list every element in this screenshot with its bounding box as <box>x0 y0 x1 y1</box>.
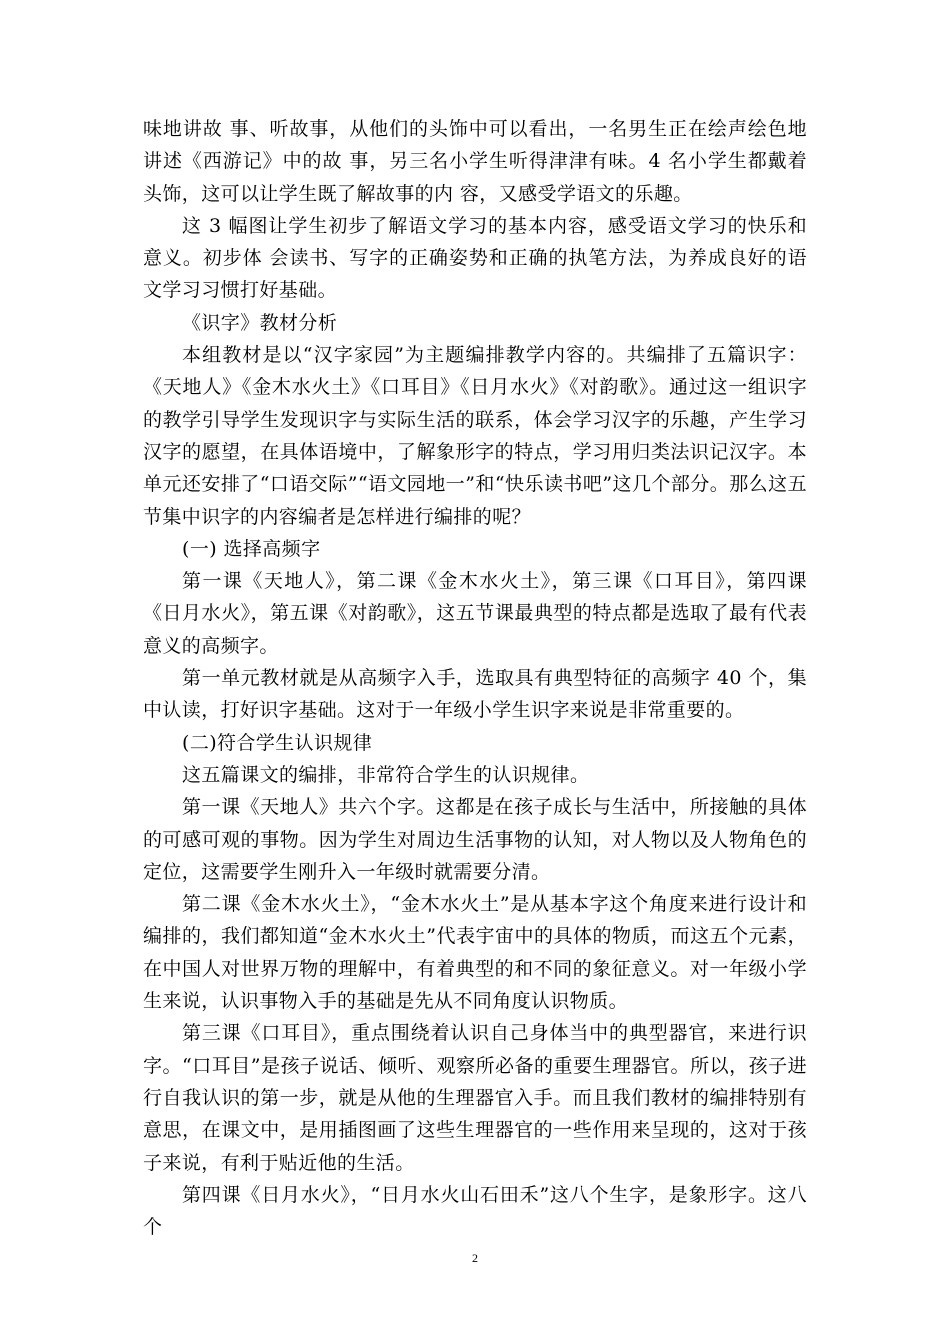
subheading-1: (一) 选择高频字 <box>182 537 321 560</box>
paragraph-10: 第四课《日月水火》，“日月水火山石田禾”这八个生字，是象形字。这八个 <box>143 1183 807 1239</box>
paragraph-7: 第一课《天地人》共六个字。这都是在孩子成长与生活中，所接触的具体的可感可观的事物。因为学生对周边生活事物的认知，对人物以及人物角色的定位，这需要学生刚升入一年级时就需要分清。 <box>143 796 807 883</box>
section-heading-shizi: 《识字》教材分析 <box>182 311 338 334</box>
paragraph-3: 本组教材是以“汉字家园”为主题编排教学内容的。共编排了五篇识字：《天地人》《金木水火土》《口耳目》《日月水火》《对韵歌》。通过这一组识字的教学引导学生发现识字与实际生活的联系，体会学习汉字的乐趣，产生学习汉字的愿望，在具体语境中，了解象形字的特点，学习用归类法识记汉字。本单元还安排了“口语交际”“语文园地一”和“快乐读书吧”这几个部分。那么这五节集中识字的内容编者是怎样进行编排的呢？ <box>143 344 807 528</box>
paragraph-4: 第一课《天地人》，第二课《金木水火土》，第三课《口耳目》，第四课《日月水火》，第五课《对韵歌》，这五节课最典型的特点都是选取了最有代表意义的高频字。 <box>143 570 807 657</box>
paragraph-5: 第一单元教材就是从高频字入手，选取具有典型特征的高频字 40 个，集中认读，打好识字基础。这对于一年级小学生识字来说是非常重要的。 <box>143 667 807 722</box>
body-text <box>143 113 807 1243</box>
paragraph-1: 味地讲故 事、听故事，从他们的头饰中可以看出，一名男生正在绘声绘色地讲述《西游记》中的故 事，另三名小学生听得津津有味。4 名小学生都戴着头饰，这可以让学生既了解故事的内 容，又感受学语文的乐趣。 <box>143 118 807 205</box>
paragraph-6: 这五篇课文的编排，非常符合学生的认识规律。 <box>182 763 590 786</box>
paragraph-8: 第二课《金木水火土》，“金木水火土”是从基本字这个角度来进行设计和编排的，我们都知道“金木水火土”代表宇宙中的具体的物质，而这五个元素，在中国人对世界万物的理解中，有着典型的和不同的象征意义。对一年级小学生来说，认识事物入手的基础是先从不同角度认识物质。 <box>143 893 807 1013</box>
subheading-2: (二)符合学生认识规律 <box>182 731 373 754</box>
paragraph-9: 第三课《口耳目》，重点围绕着认识自己身体当中的典型器官，来进行识字。“口耳目”是孩子说话、倾听、观察所必备的重要生理器官。所以，孩子进行自我认识的第一步，就是从他的生理器官入手。而且我们教材的编排特别有意思，在课文中，是用插图画了这些生理器官的一些作用来呈现的，这对于孩子来说，有利于贴近他的生活。 <box>143 1022 807 1174</box>
paragraph-2: 这 3 幅图让学生初步了解语文学习的基本内容，感受语文学习的快乐和意义。初步体 会读书、写字的正确姿势和正确的执笔方法，为养成良好的语文学习习惯打好基础。 <box>143 214 807 302</box>
page-number: 2 <box>472 1251 478 1265</box>
